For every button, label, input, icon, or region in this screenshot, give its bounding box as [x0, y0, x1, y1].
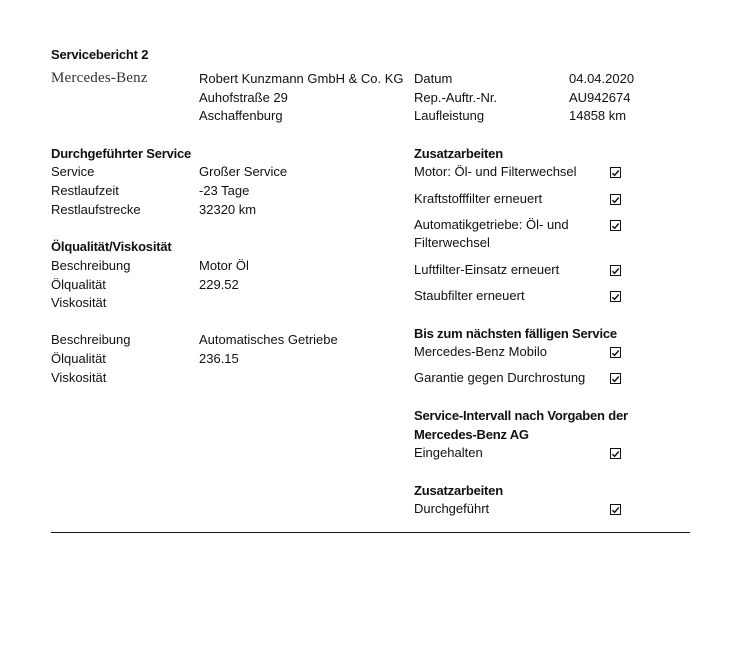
checkbox[interactable] [610, 291, 621, 302]
mileage-label: Laufleistung [414, 108, 485, 123]
oil-desc-value: Automatisches Getriebe [199, 332, 338, 347]
interval-heading: Service-Intervall nach Vorgaben der [414, 408, 628, 423]
checkmark-icon [611, 221, 620, 231]
extra2-item-label: Durchgeführt [414, 501, 490, 516]
service-row-label: Service [51, 164, 95, 179]
checkbox[interactable] [610, 448, 621, 459]
dealer-street: Auhofstraße 29 [199, 90, 288, 105]
remaining-distance-value: 32320 km [199, 202, 257, 217]
service-heading: Durchgeführter Service [51, 146, 192, 161]
oil-desc-label: Beschreibung [51, 332, 131, 347]
extra-item-label-cont: Filterwechsel [414, 235, 490, 250]
remaining-distance-label: Restlaufstrecke [51, 202, 141, 217]
checkmark-icon [611, 195, 620, 205]
extra-item-label: Kraftstofffilter erneuert [414, 191, 543, 206]
dealer-city: Aschaffenburg [199, 108, 283, 123]
interval-heading-cont: Mercedes-Benz AG [414, 427, 529, 442]
checkmark-icon [611, 449, 620, 459]
checkmark-icon [611, 266, 620, 276]
checkmark-icon [611, 348, 620, 358]
order-label: Rep.-Auftr.-Nr. [414, 90, 498, 105]
next-service-item-label: Garantie gegen Durchrostung [414, 370, 586, 385]
oil-quality-value: 229.52 [199, 277, 239, 292]
checkbox[interactable] [610, 265, 621, 276]
checkbox[interactable] [610, 373, 621, 384]
oil-desc-value: Motor Öl [199, 258, 249, 273]
extra-item-label: Luftfilter-Einsatz erneuert [414, 262, 560, 277]
checkbox[interactable] [610, 220, 621, 231]
dealer-name: Robert Kunzmann GmbH & Co. KG [199, 71, 404, 86]
order-value: AU942674 [569, 90, 631, 105]
checkmark-icon [611, 374, 620, 384]
checkmark-icon [611, 292, 620, 302]
page-title: Servicebericht 2 [51, 47, 149, 62]
oil-quality-value: 236.15 [199, 351, 239, 366]
next-service-item-label: Mercedes-Benz Mobilo [414, 344, 547, 359]
next-service-heading: Bis zum nächsten fälligen Service [414, 326, 617, 341]
service-row-value: Großer Service [199, 164, 288, 179]
remaining-time-label: Restlaufzeit [51, 183, 119, 198]
brand-logo: Mercedes-Benz [51, 70, 148, 86]
divider [51, 532, 690, 533]
oil-viscosity-label: Viskosität [51, 370, 107, 385]
date-value: 04.04.2020 [569, 71, 635, 86]
oil-viscosity-label: Viskosität [51, 295, 107, 310]
extra-heading: Zusatzarbeiten [414, 146, 503, 161]
checkmark-icon [611, 168, 620, 178]
date-label: Datum [414, 71, 453, 86]
mileage-value: 14858 km [569, 108, 627, 123]
oil-heading: Ölqualität/Viskosität [51, 239, 172, 254]
extra-item-label: Motor: Öl- und Filterwechsel [414, 164, 577, 179]
checkbox[interactable] [610, 167, 621, 178]
interval-item-label: Eingehalten [414, 445, 483, 460]
checkmark-icon [611, 505, 620, 515]
oil-desc-label: Beschreibung [51, 258, 131, 273]
oil-quality-label: Ölqualität [51, 351, 106, 366]
extra-item-label: Automatikgetriebe: Öl- und [414, 217, 569, 232]
remaining-time-value: -23 Tage [199, 183, 250, 198]
oil-quality-label: Ölqualität [51, 277, 106, 292]
extra2-heading: Zusatzarbeiten [414, 483, 503, 498]
checkbox[interactable] [610, 347, 621, 358]
checkbox[interactable] [610, 504, 621, 515]
extra-item-label: Staubfilter erneuert [414, 288, 525, 303]
checkbox[interactable] [610, 194, 621, 205]
